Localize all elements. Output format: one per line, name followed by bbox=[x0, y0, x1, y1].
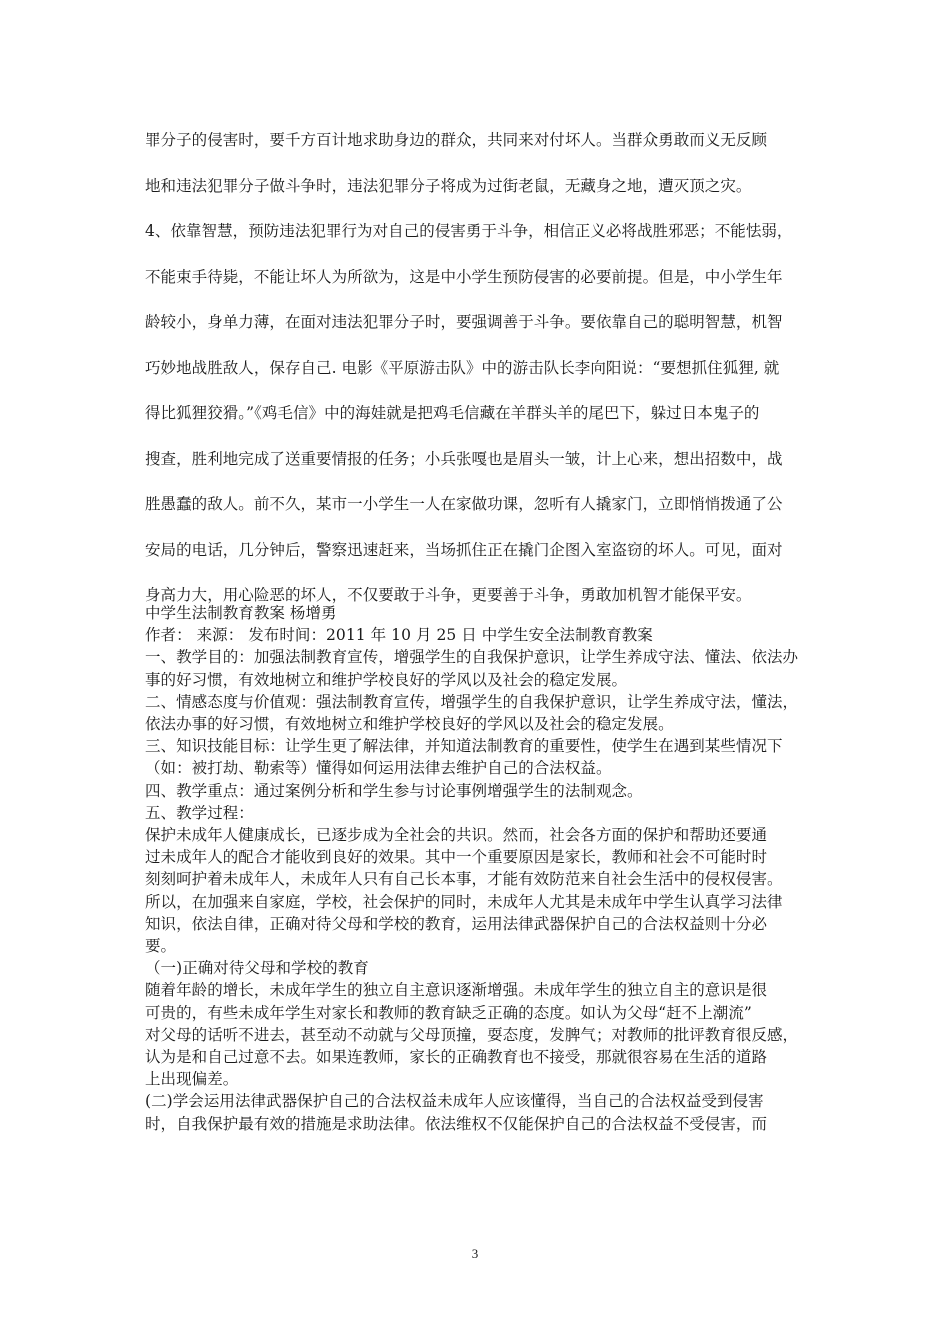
text-line: 胜愚蠢的敌人。前不久，某市一小学生一人在家做功课，忽听有人撬家门，立即悄悄拨通了公 bbox=[145, 495, 783, 513]
text-line: 过未成年人的配合才能收到良好的效果。其中一个重要原因是家长，教师和社会不可能时时 bbox=[145, 848, 768, 867]
byline: 作者： 来源： 发布时间：2011 年 10 月 25 日 中学生安全法制教育教案 bbox=[145, 626, 653, 645]
text-line: 罪分子的侵害时，要千方百计地求助身边的群众，共同来对付坏人。当群众勇敢而义无反顾 bbox=[145, 131, 768, 149]
text-line: 认为是和自己过意不去。如果连教师，家长的正确教育也不接受，那就很容易在生活的道路 bbox=[145, 1048, 768, 1067]
text-line: 时，自我保护最有效的措施是求助法律。依法维权不仅能保护自己的合法权益不受侵害，而 bbox=[145, 1114, 768, 1133]
text-line: 刻刻呵护着未成年人，未成年人只有自己长本事，才能有效防范来自社会生活中的侵权侵害。 bbox=[145, 870, 783, 889]
text-line: 不能束手待毙，不能让坏人为所欲为，这是中小学生预防侵害的必要前提。但是，中小学生年 bbox=[145, 267, 783, 286]
text-line: 二、情感态度与价值观：强法制教育宣传，增强学生的自我保护意识，让学生养成守法，懂法， bbox=[145, 692, 799, 711]
text-line: 四、教学重点：通过案例分析和学生参与讨论事例增强学生的法制观念。 bbox=[145, 781, 643, 800]
text-line: 随着年龄的增长，未成年学生的独立自主意识逐渐增强。未成年学生的独立自主的意识是很 bbox=[145, 981, 768, 1000]
text-line: 搜查，胜利地完成了送重要情报的任务；小兵张嘎也是眉头一皱，计上心来，想出招数中，战 bbox=[145, 449, 783, 468]
lesson-plan-title: 中学生法制教育教案 杨增勇 bbox=[145, 604, 337, 622]
text-line: 要。 bbox=[145, 937, 177, 956]
text-line: 知识，依法自律，正确对待父母和学校的教育，运用法律武器保护自己的合法权益则十分必 bbox=[145, 914, 768, 933]
page-number: 3 bbox=[471, 1246, 479, 1261]
text-line: 巧妙地战胜敌人，保存自己. 电影《平原游击队》中的游击队长李向阳说：“要想抓住狐狸, 就 bbox=[145, 358, 780, 377]
section-heading: (二)学会运用法律武器保护自己的合法权益未成年人应该懂得，当自己的合法权益受到侵害 bbox=[145, 1092, 764, 1111]
text-line: 得比狐狸狡猾。”《鸡毛信》中的海娃就是把鸡毛信藏在羊群头羊的尾巴下，躲过日本鬼子的 bbox=[145, 404, 760, 422]
text-line: 事的好习惯，有效地树立和维护学校良好的学风以及社会的稳定发展。 bbox=[145, 670, 628, 689]
body-text-spaced bbox=[145, 118, 810, 619]
text-line: 地和违法犯罪分子做斗争时，违法犯罪分子将成为过街老鼠，无藏身之地，遭灭顶之灾。 bbox=[145, 176, 752, 195]
text-line: 对父母的话听不进去，甚至动不动就与父母顶撞，耍态度，发脾气；对教师的批评教育很反感， bbox=[145, 1025, 799, 1044]
text-line: 身高力大，用心险恶的坏人，不仅要敢于斗争，更要善于斗争，勇敢加机智才能保平安。 bbox=[145, 586, 752, 604]
text-line: 所以，在加强来自家庭，学校，社会保护的同时，未成年人尤其是未成年中学生认真学习法律 bbox=[145, 892, 783, 911]
body-text-dense bbox=[145, 602, 810, 1135]
text-line: 上出现偏差。 bbox=[145, 1070, 239, 1089]
text-line: 保护未成年人健康成长，已逐步成为全社会的共识。然而，社会各方面的保护和帮助还要通 bbox=[145, 826, 768, 845]
text-line: 可贵的，有些未成年学生对家长和教师的教育缺乏正确的态度。如认为父母“赶不上潮流” bbox=[145, 1003, 752, 1022]
text-line: 龄较小，身单力薄，在面对违法犯罪分子时，要强调善于斗争。要依靠自己的聪明智慧，机智 bbox=[145, 313, 783, 331]
text-line: 三、知识技能目标：让学生更了解法律，并知道法制教育的重要性，使学生在遇到某些情况下 bbox=[145, 737, 783, 756]
text-line: 一、教学目的：加强法制教育宣传，增强学生的自我保护意识，让学生养成守法、懂法、依法办 bbox=[145, 648, 799, 667]
section-heading: （一)正确对待父母和学校的教育 bbox=[145, 959, 369, 978]
text-line: 五、教学过程： bbox=[145, 803, 254, 822]
text-line: 4、依靠智慧，预防违法犯罪行为对自己的侵害勇于斗争，相信正义必将战胜邪恶；不能怯弱， bbox=[145, 222, 793, 240]
text-line: 依法办事的好习惯，有效地树立和维护学校良好的学风以及社会的稳定发展。 bbox=[145, 715, 674, 734]
text-line: 安局的电话，几分钟后，警察迅速赶来，当场抓住正在撬门企图入室盗窃的坏人。可见，面对 bbox=[145, 540, 783, 559]
text-line: （如：被打劫、勒索等）懂得如何运用法律去维护自己的合法权益。 bbox=[145, 759, 612, 778]
